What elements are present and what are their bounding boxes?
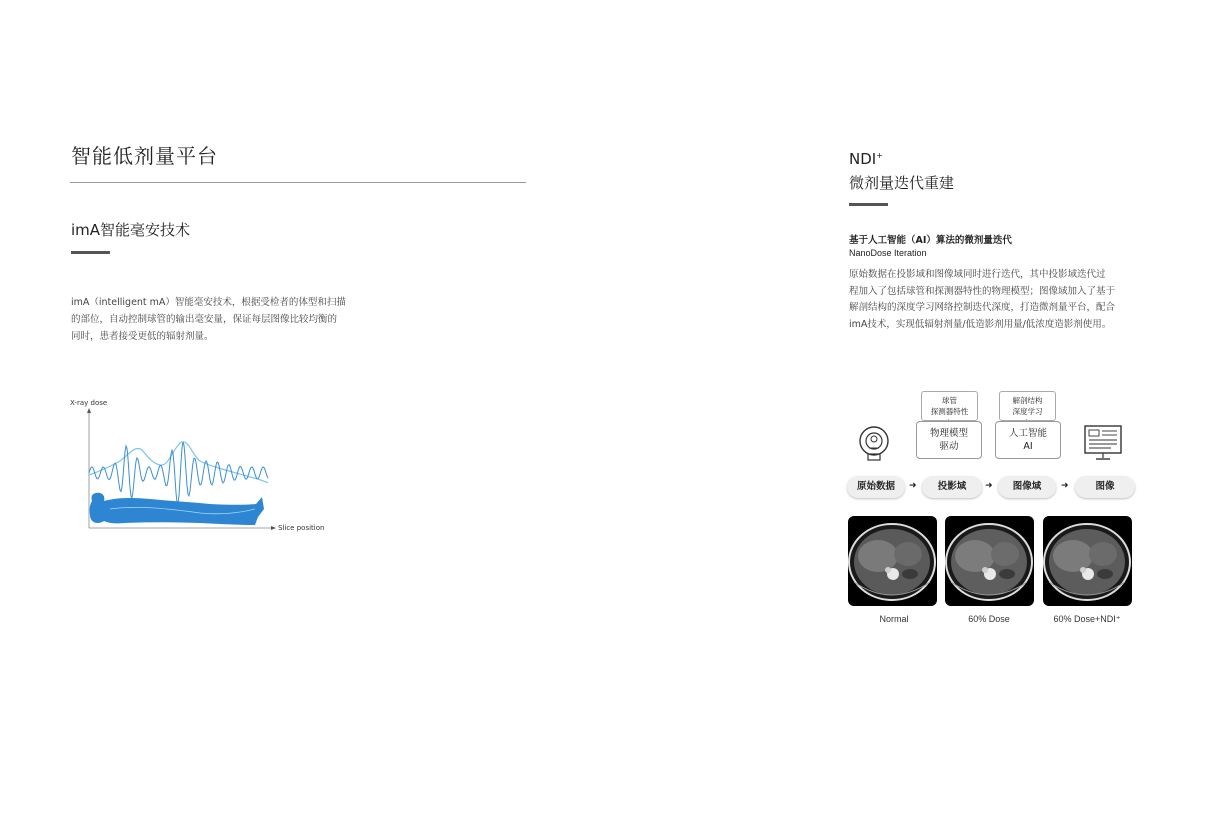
- caption-60-dose-ndi: 60% Dose+NDI⁺: [1053, 614, 1121, 624]
- image-domain-pill: 图像域: [998, 476, 1056, 498]
- ct-image-60-dose-ndi: [1043, 516, 1132, 606]
- ndi-paragraph-line: 解剖结构的深度学习网络控制迭代深度，打造微剂量平台，配合: [849, 302, 1116, 313]
- chart-y-axis-label: X-ray dose: [70, 399, 108, 407]
- arrow-right-icon: ➜: [1061, 481, 1069, 491]
- ima-paragraph: [71, 294, 346, 345]
- ct-image-normal: [848, 516, 937, 606]
- dose-curve-light: [89, 442, 268, 483]
- ai-box: [995, 421, 1061, 459]
- box-line: 人工智能: [1008, 428, 1047, 439]
- projection-domain-pill: 投影域: [922, 476, 982, 498]
- caption-60-dose: 60% Dose: [968, 614, 1010, 624]
- caption-normal: Normal: [879, 614, 909, 624]
- monitor-icon: [1083, 424, 1123, 462]
- dose-modulation-chart: [80, 405, 280, 533]
- title-divider: [70, 182, 526, 183]
- ima-subtitle: imA智能毫安技术: [71, 221, 191, 239]
- arrow-right-icon: ➜: [909, 481, 917, 491]
- ct-slice-graphic: [848, 516, 937, 606]
- y-axis-arrow: [87, 408, 91, 413]
- ima-paragraph-line: 的部位，自动控制球管的输出毫安量，保证每层图像比较均衡的: [71, 314, 338, 325]
- ima-paragraph-line: imA（intelligent mA）智能毫安技术，根据受检者的体型和扫描: [71, 297, 346, 308]
- ima-paragraph-line: 同时，患者接受更低的辐射剂量。: [71, 331, 214, 342]
- ct-slice-graphic: [1043, 516, 1132, 606]
- box-line: 深度学习: [1012, 407, 1043, 416]
- dose-curve-dark: [89, 442, 268, 504]
- box-line: AI: [1023, 441, 1033, 452]
- ct-scanner-icon: [856, 424, 892, 462]
- box-line: 解剖结构: [1012, 396, 1043, 405]
- ndi-paragraph: [849, 267, 1115, 333]
- box-line: 驱动: [939, 441, 959, 452]
- ndi-heading: [849, 150, 883, 168]
- ndi-paragraph-line: imA技术，实现低辐射剂量/低造影剂用量/低浓度造影剂使用。: [849, 318, 1112, 330]
- ndi-accent-bar: [849, 203, 888, 206]
- image-pill: 图像: [1075, 476, 1135, 498]
- page-title: 智能低剂量平台: [71, 144, 218, 168]
- tube-detector-box: [921, 391, 978, 421]
- ct-slice-graphic: [945, 516, 1034, 606]
- box-line: 物理模型: [929, 428, 968, 439]
- arrow-right-icon: ➜: [985, 481, 993, 491]
- raw-data-pill: 原始数据: [847, 476, 905, 498]
- subtitle-accent-bar: [71, 251, 110, 254]
- anatomy-deeplearning-box: [999, 391, 1056, 421]
- ndi-paragraph-line: 原始数据在投影域和图像域同时进行迭代，其中投影域迭代过: [849, 269, 1106, 280]
- ndi-english-tagline: NanoDose Iteration: [849, 248, 927, 258]
- ndi-tagline: 基于人工智能（AI）算法的微剂量迭代: [849, 235, 1012, 246]
- ndi-heading-main: NDI: [849, 150, 877, 168]
- physics-model-box: [916, 421, 982, 459]
- chart-x-axis-label: Slice position: [278, 524, 325, 532]
- ct-image-60-dose: [945, 516, 1034, 606]
- ndi-paragraph-line: 程加入了包括球管和探测器特性的物理模型；图像域加入了基于: [849, 285, 1116, 297]
- ndi-heading-sup: +: [876, 151, 883, 160]
- box-line: 球管: [942, 396, 957, 405]
- x-axis-arrow: [271, 526, 276, 530]
- ndi-subheading: 微剂量迭代重建: [849, 174, 955, 192]
- box-line: 探测器特性: [930, 407, 969, 416]
